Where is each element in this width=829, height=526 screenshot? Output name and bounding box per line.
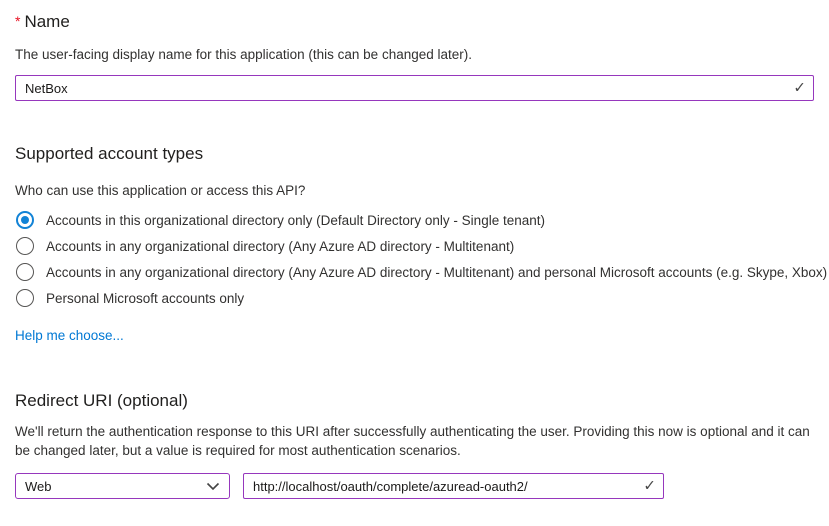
redirect-uri-description: We'll return the authentication response to this URI after successfully authenticating the user. Providing this now is optional and it can be changed later, but a value is required for most authentication scenarios. [15,424,810,458]
account-types-question: Who can use this application or access this API? [15,183,306,198]
radio-button[interactable] [16,289,34,307]
name-section-title [15,10,814,33]
redirect-uri-controls [15,473,814,499]
platform-selected-value: Web [25,478,52,494]
redirect-uri-title: Redirect URI (optional) [15,391,188,410]
radio-option-single-tenant[interactable] [15,207,814,233]
account-types-radio-group [15,207,828,311]
radio-button[interactable] [16,237,34,255]
uri-field-wrap [243,473,664,499]
valid-check-icon: ✓ [793,78,806,97]
required-asterisk: * [15,13,21,29]
chevron-down-icon [206,482,220,491]
radio-option-label: Personal Microsoft accounts only [46,290,245,306]
radio-option-personal-only[interactable] [15,285,814,311]
valid-check-icon: ✓ [643,476,656,495]
app-name-input[interactable] [15,75,814,101]
radio-button-selected[interactable] [16,211,34,229]
name-description: The user-facing display name for this application (this can be changed later). [15,47,472,62]
name-title-text: Name [24,12,70,31]
radio-option-label: Accounts in any organizational directory (Any Azure AD directory - Multitenant) [46,238,515,254]
app-registration-form [0,10,829,499]
platform-select-dropdown[interactable] [15,473,230,499]
radio-button[interactable] [16,263,34,281]
radio-option-label: Accounts in any organizational directory (Any Azure AD directory - Multitenant) and personal Microsoft accounts (e.g. Skype, Xbox) [46,264,828,280]
radio-option-label: Accounts in this organizational directory only (Default Directory only - Single tenant) [46,212,545,228]
help-me-choose-link[interactable]: Help me choose... [15,328,124,343]
radio-option-multitenant-personal[interactable] [15,259,828,285]
redirect-uri-input[interactable] [243,473,664,499]
name-field-wrap [15,75,814,101]
radio-option-multitenant[interactable] [15,233,814,259]
account-types-title: Supported account types [15,144,204,163]
